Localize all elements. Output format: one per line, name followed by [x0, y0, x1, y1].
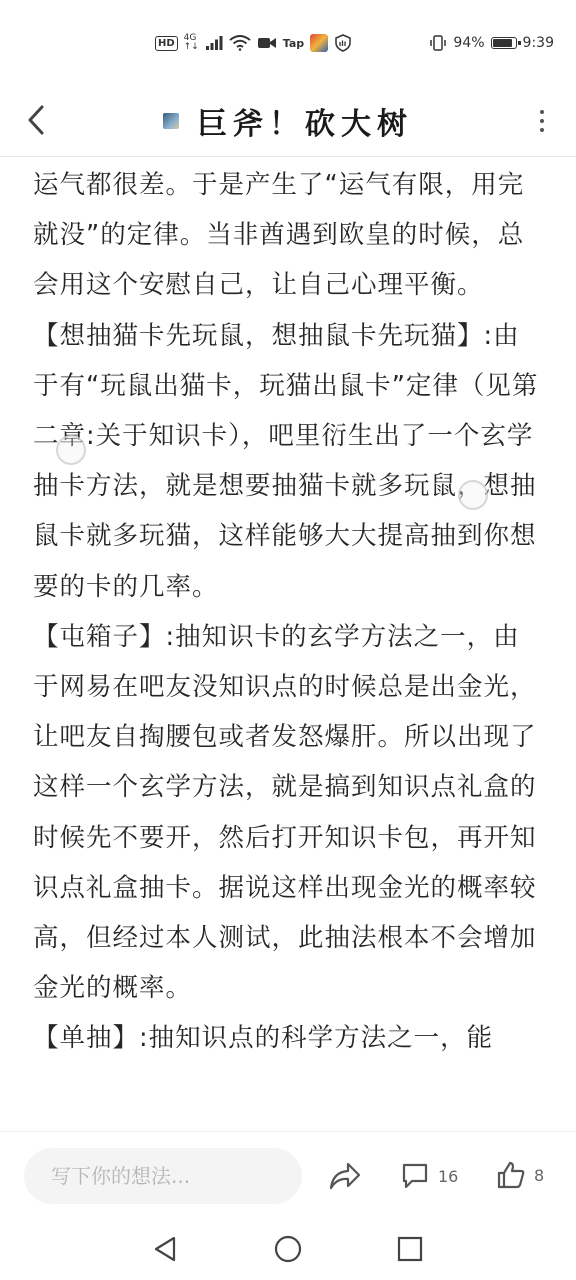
circle-home-icon	[272, 1233, 304, 1265]
share-icon	[328, 1160, 362, 1192]
comment-count: 16	[438, 1166, 459, 1186]
network-type: 4G	[183, 33, 197, 43]
article-content[interactable]	[0, 157, 576, 1131]
back-button[interactable]	[20, 96, 52, 144]
signal-icon	[205, 35, 223, 51]
like-button[interactable]	[496, 1158, 544, 1192]
more-dot-icon	[540, 110, 544, 114]
top-app-bar	[0, 86, 576, 157]
comment-input[interactable]	[24, 1148, 302, 1204]
more-dot-icon	[540, 119, 544, 123]
status-right	[429, 32, 554, 54]
network-activity: ↑↓	[183, 42, 199, 52]
square-recents-icon	[394, 1233, 426, 1265]
status-bar	[0, 0, 576, 86]
wifi-icon	[229, 35, 251, 51]
selection-handle-right[interactable]	[458, 480, 488, 510]
like-count: 8	[534, 1165, 545, 1185]
article-paragraph: 【想抽猫卡先玩鼠，想抽鼠卡先玩猫】:由于有“玩鼠出猫卡，玩猫出鼠卡”定律（见第二章:关于知识卡），吧里衍生出了一个玄学抽卡方法，就是想要抽猫卡就多玩鼠，想抽鼠卡就多玩猫，这样能够大大提高抽到你想要的卡的几率。	[33, 320, 539, 602]
hd-indicator: HD	[155, 36, 178, 51]
thumbs-up-icon	[496, 1160, 526, 1190]
share-button[interactable]	[328, 1160, 362, 1192]
video-camera-icon	[257, 36, 277, 50]
chevron-left-icon	[26, 104, 46, 136]
article-body	[33, 160, 543, 1064]
game-app-icon	[310, 34, 328, 52]
vibrate-icon	[429, 34, 447, 52]
network-indicator	[184, 34, 199, 52]
system-navigation-bar	[0, 1219, 576, 1280]
article-paragraph: 【屯箱子】:抽知识卡的玄学方法之一，由于网易在吧友没知识点的时候总是出金光，让吧友自掏腰包或者发怒爆肝。所以出现了这样一个玄学方法，就是搞到知识点礼盒的时候先不要开，然后打开知识卡包，再开知识点礼盒抽卡。据说这样出现金光的概率较高，但经过本人测试，此抽法根本不会增加金光的概率。	[33, 621, 537, 1004]
title-thumbnail	[163, 113, 179, 129]
tap-app-icon: Tap	[282, 36, 305, 50]
clock: 9:39	[522, 35, 554, 51]
battery-fill	[493, 39, 513, 47]
more-dot-icon	[540, 128, 544, 132]
selection-handle-left[interactable]	[56, 435, 86, 465]
nav-recents-button[interactable]	[394, 1233, 426, 1265]
triangle-back-icon	[150, 1233, 182, 1265]
article-paragraph: 运气都很差。于是产生了“运气有限，用完就没”的定律。当非酋遇到欧皇的时候，总会用这个安慰自己，让自己心理平衡。	[33, 170, 525, 301]
battery-percent: 94%	[453, 35, 485, 51]
more-options-button[interactable]	[534, 100, 550, 142]
page-title: 巨斧！砍大树	[197, 107, 413, 142]
title-area	[0, 86, 576, 156]
bottom-action-bar	[0, 1131, 576, 1220]
comments-button[interactable]	[400, 1160, 458, 1192]
battery-icon	[491, 37, 517, 49]
status-left	[155, 32, 352, 54]
shield-icon	[334, 34, 352, 52]
article-paragraph: 【单抽】:抽知识点的科学方法之一，能	[33, 1023, 494, 1054]
nav-home-button[interactable]	[272, 1233, 304, 1265]
comment-bubble-icon	[400, 1161, 430, 1191]
nav-back-button[interactable]	[150, 1233, 182, 1265]
